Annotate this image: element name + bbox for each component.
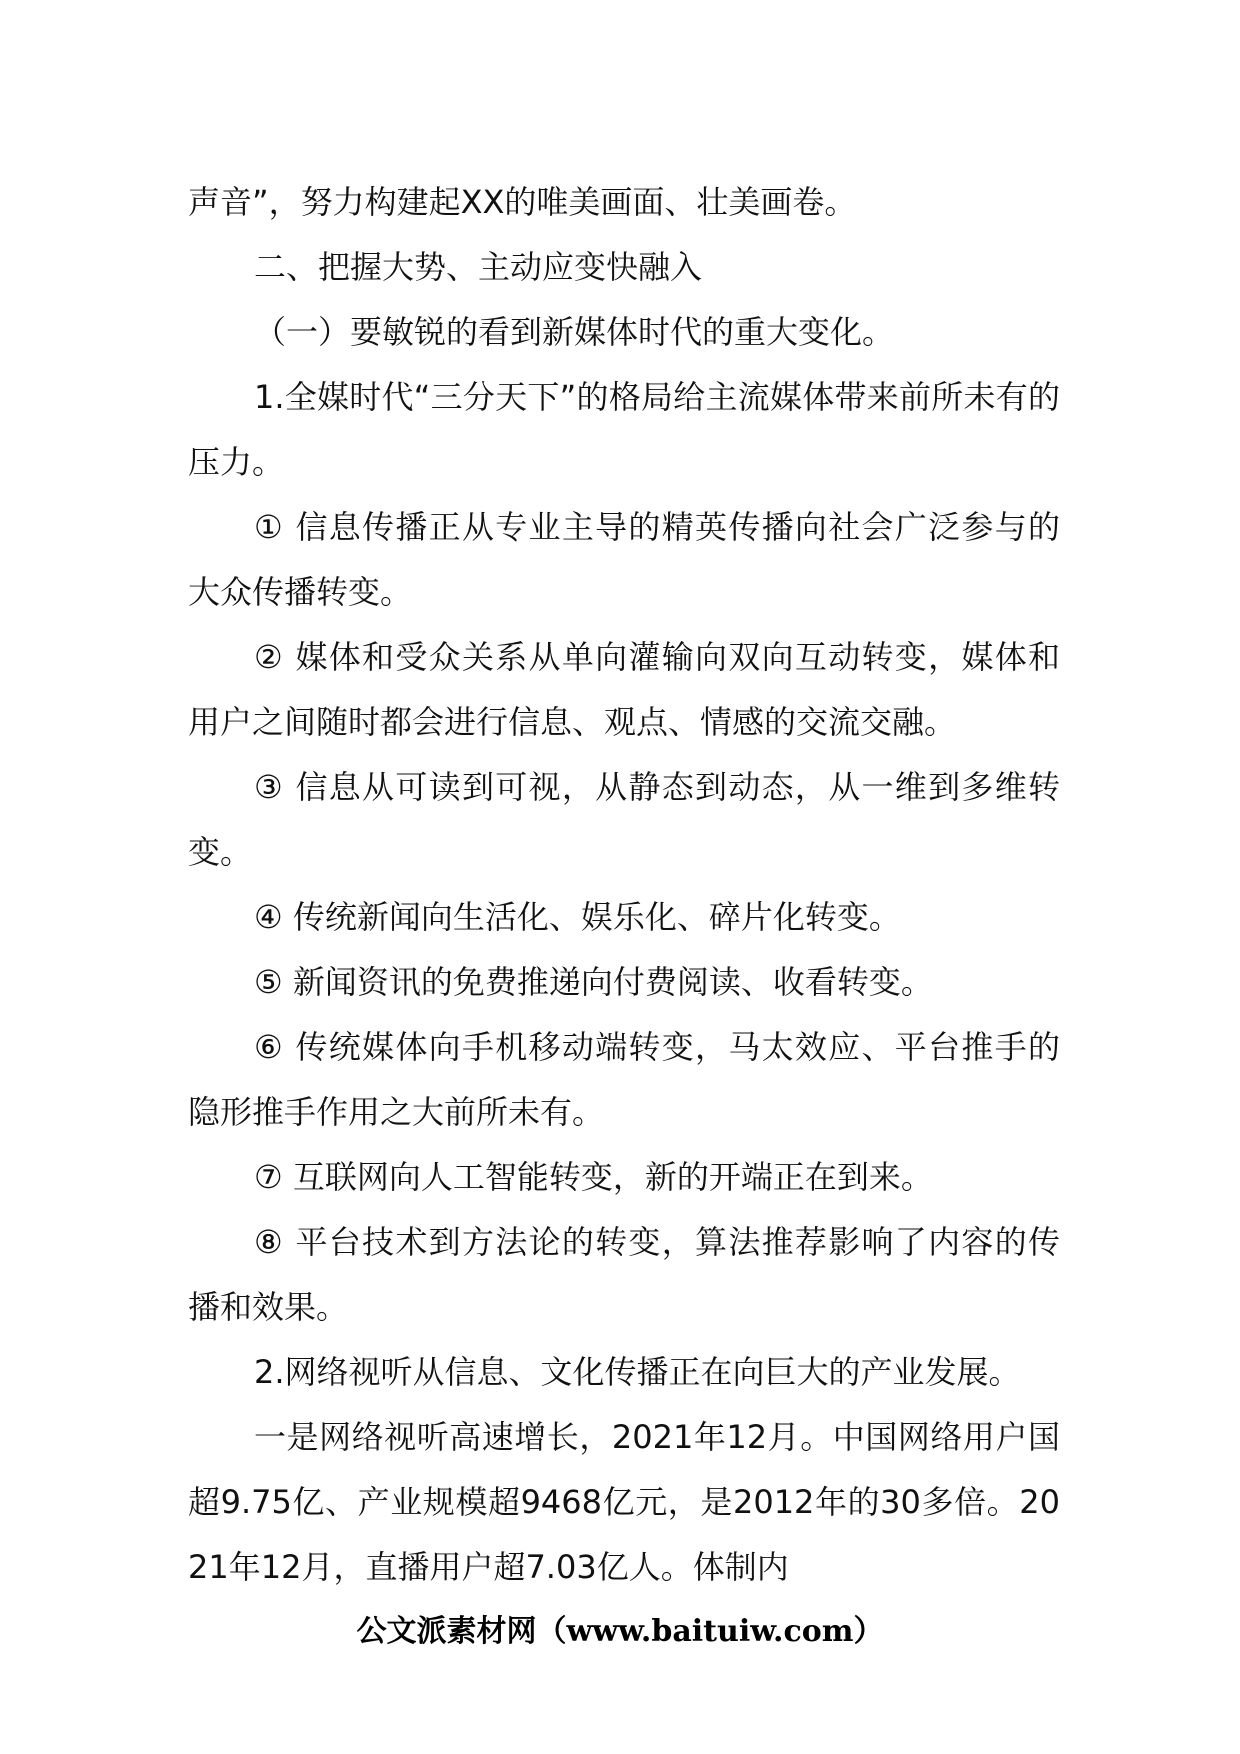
footer-watermark: 公文派素材网（www.baituiw.com） — [356, 1614, 884, 1649]
list-item-6: ⑥ 传统媒体向手机移动端转变，马太效应、平台推手的隐形推手作用之大前所未有。 — [188, 1028, 1060, 1131]
list-item-4: ④ 传统新闻向生活化、娱乐化、碎片化转变。 — [254, 898, 901, 936]
section-heading-2: 二、把握大势、主动应变快融入 — [254, 248, 703, 286]
list-item-1: ① 信息传播正从专业主导的精英传播向社会广泛参与的大众传播转变。 — [188, 508, 1060, 611]
list-item-2: ② 媒体和受众关系从单向灌输向双向互动转变，媒体和用户之间随时都会进行信息、观点、情感的交流交融。 — [188, 638, 1060, 741]
paragraph-point-1: 1.全媒时代“三分天下”的格局给主流媒体带来前所未有的压力。 — [188, 378, 1060, 481]
paragraph-1: 声音”，努力构建起XX的唯美画面、壮美画卷。 — [188, 183, 857, 221]
list-item-8: ⑧ 平台技术到方法论的转变，算法推荐影响了内容的传播和效果。 — [188, 1223, 1060, 1326]
subsection-heading-1: （一）要敏锐的看到新媒体时代的重大变化。 — [254, 313, 895, 351]
paragraph-point-2: 2.网络视听从信息、文化传播正在向巨大的产业发展。 — [254, 1353, 1021, 1391]
list-item-7: ⑦ 互联网向人工智能转变，新的开端正在到来。 — [254, 1158, 933, 1196]
list-item-5: ⑤ 新闻资讯的免费推递向付费阅读、收看转变。 — [254, 963, 933, 1001]
paragraph-growth: 一是网络视听高速增长，2021年12月。中国网络用户国超9.75亿、产业规模超9468亿元，是2012年的30多倍。2021年12月，直播用户超7.03亿人。体制内 — [188, 1418, 1060, 1586]
document-body — [188, 170, 1060, 1600]
list-item-3: ③ 信息从可读到可视，从静态到动态，从一维到多维转变。 — [188, 768, 1060, 871]
